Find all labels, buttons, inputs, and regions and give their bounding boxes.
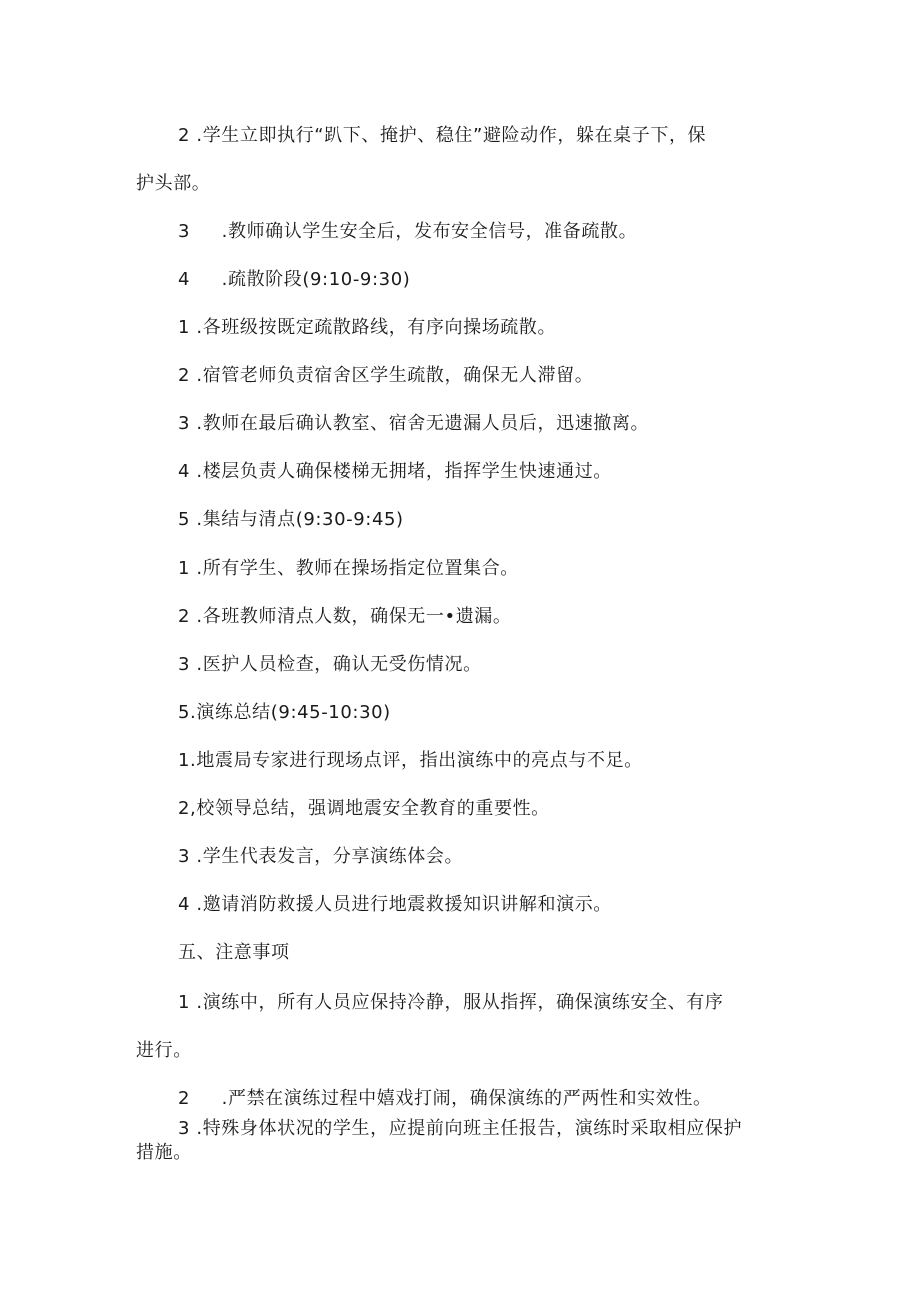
notes-item-3: 3 .特殊身体状况的学生，应提前向班主任报告，演练时采取相应保护	[178, 1118, 743, 1139]
notes-item-2: 2 .严禁在演练过程中嬉戏打闹，确保演练的严两性和实效性。	[178, 1088, 712, 1109]
item-2-continuation: 护头部。	[136, 173, 211, 194]
section-notes-heading: 五、注意事项	[178, 942, 290, 963]
evacuation-item-2: 2 .宿管老师负责宿舍区学生疏散，确保无人滞留。	[178, 365, 594, 386]
notes-item-3-continuation: 措施。	[136, 1142, 192, 1163]
summary-item-1: 1.地震局专家进行现场点评，指出演练中的亮点与不足。	[178, 750, 643, 771]
notes-item-1: 1 .演练中，所有人员应保持冷静，服从指挥，确保演练安全、有序	[178, 992, 724, 1013]
item-3-safety-signal: 3 .教师确认学生安全后，发布安全信号，准备疏散。	[178, 221, 638, 242]
summary-item-3: 3 .学生代表发言，分享演练体会。	[178, 846, 464, 867]
assembly-item-2: 2 .各班教师清点人数，确保无一•遗漏。	[178, 606, 512, 627]
assembly-item-3: 3 .医护人员检查，确认无受伤情况。	[178, 654, 482, 675]
notes-item-1-continuation: 进行。	[136, 1040, 192, 1061]
evacuation-item-3: 3 .教师在最后确认教室、宿舍无遗漏人员后，迅速撤离。	[178, 413, 650, 434]
section-5-summary-heading: 5.演练总结(9:45-10:30)	[178, 702, 391, 723]
section-5-assembly-heading: 5 .集结与清点(9:30-9:45)	[178, 509, 404, 530]
summary-item-4: 4 .邀请消防救援人员进行地震救援知识讲解和演示。	[178, 894, 612, 915]
evacuation-item-1: 1 .各班级按既定疏散路线，有序向操场疏散。	[178, 317, 557, 338]
item-2-duck-cover-hold: 2 .学生立即执行“趴下、掩护、稳住”避险动作，躲在桌子下，保	[178, 125, 707, 146]
section-4-evacuation-heading: 4 .疏散阶段(9:10-9:30)	[178, 269, 411, 290]
assembly-item-1: 1 .所有学生、教师在操场指定位置集合。	[178, 558, 519, 579]
summary-item-2: 2,校领导总结，强调地震安全教育的重要性。	[178, 798, 550, 819]
evacuation-item-4: 4 .楼层负责人确保楼梯无拥堵，指挥学生快速通过。	[178, 461, 612, 482]
